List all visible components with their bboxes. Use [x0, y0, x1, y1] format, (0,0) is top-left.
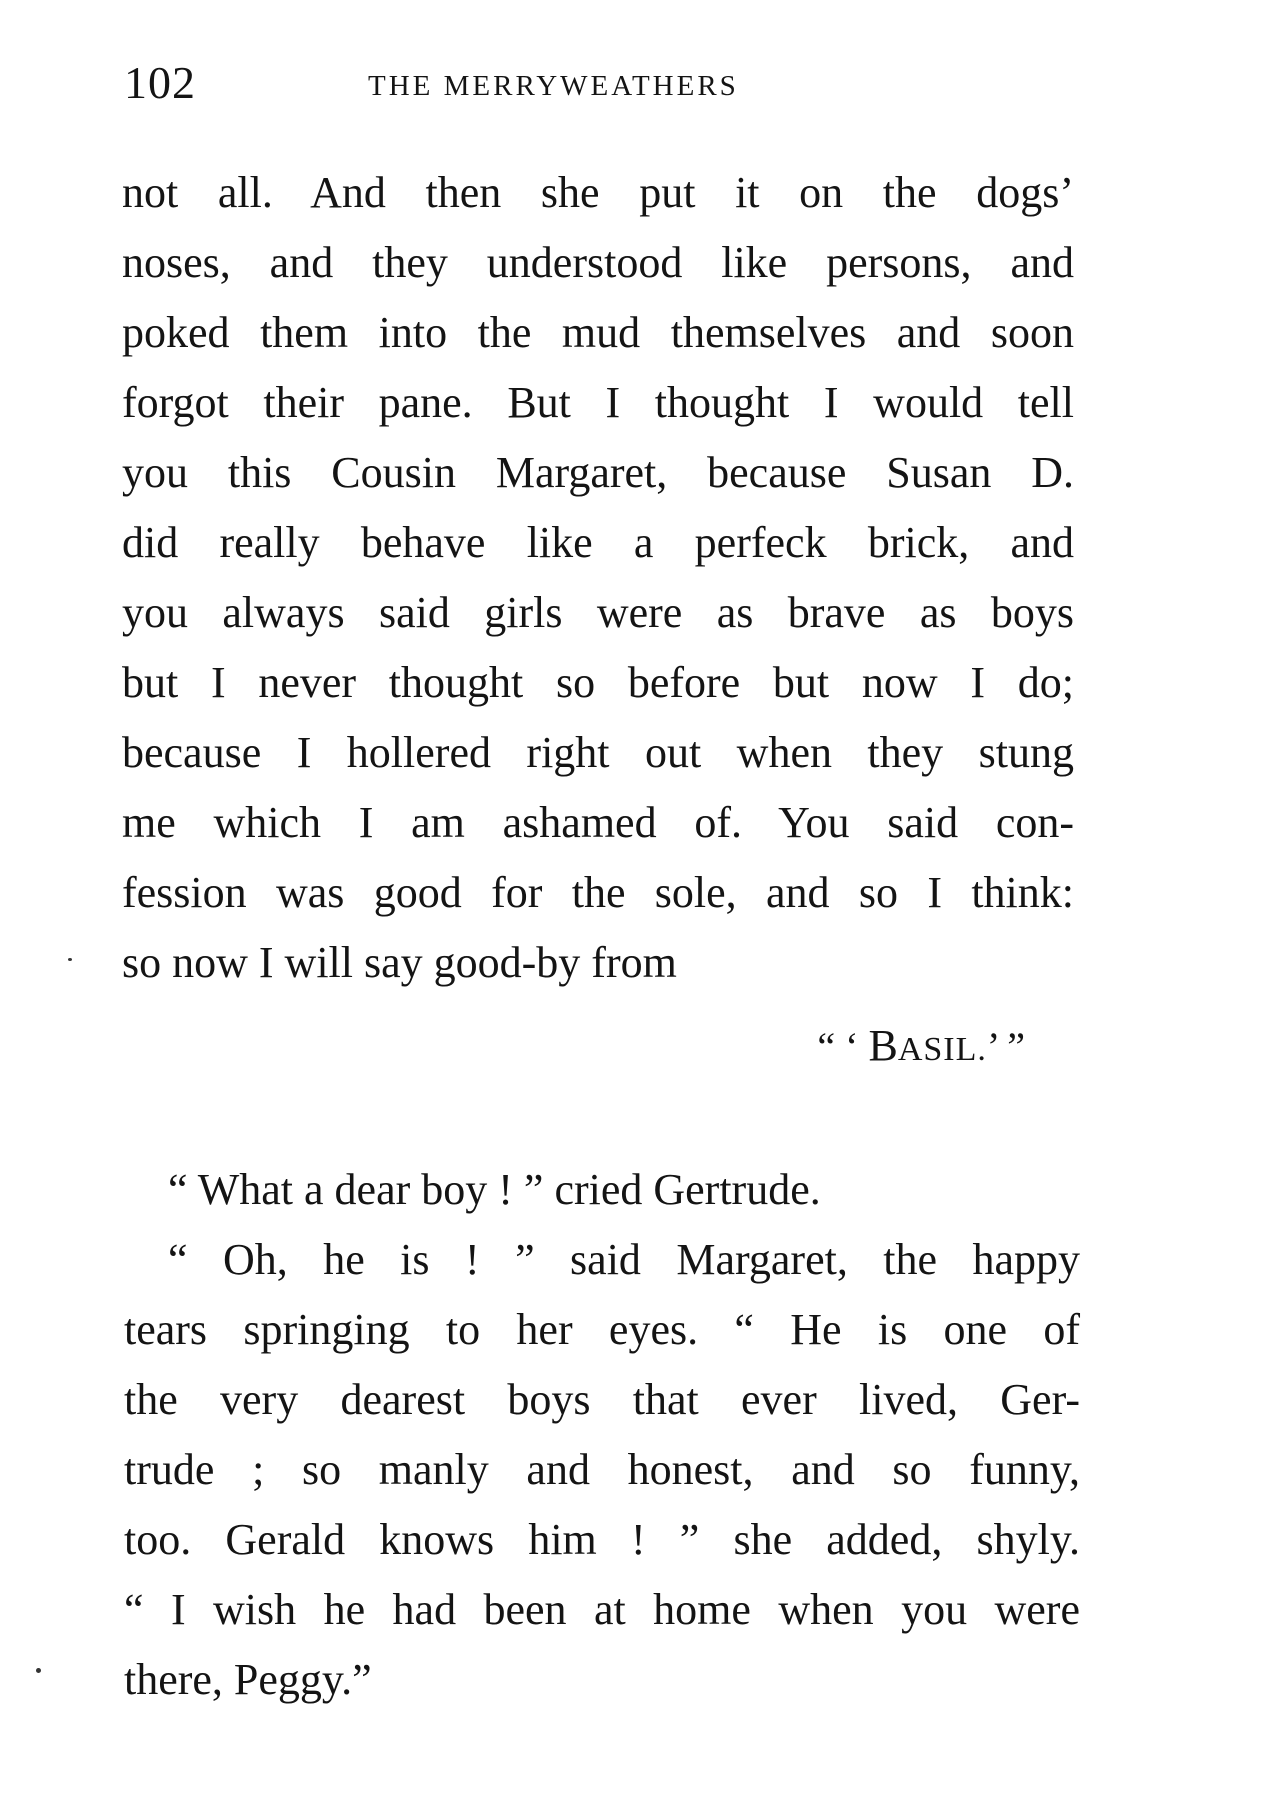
- text-line: not all. And then she put it on the dogs’: [122, 168, 1074, 217]
- text-line: you always said girls were as brave as boys: [122, 588, 1074, 637]
- signature-initial: B: [868, 1021, 898, 1070]
- text-line: fession was good for the sole, and so I think:: [122, 868, 1074, 917]
- text-line: poked them into the mud themselves and soon: [122, 308, 1074, 357]
- text-line: too. Gerald knows him ! ” she added, shyly.: [124, 1515, 1080, 1564]
- signature-open-quotes: “ ‘: [817, 1024, 869, 1069]
- text-line: but I never thought so before but now I do;: [122, 658, 1074, 707]
- text-line: did really behave like a perfeck brick, and: [122, 518, 1074, 567]
- print-speck: [68, 958, 72, 961]
- text-line: trude ; so manly and honest, and so funny,: [124, 1445, 1080, 1494]
- signature-close-quotes: ’ ”: [986, 1024, 1025, 1069]
- running-title: THE MERRYWEATHERS: [368, 70, 739, 102]
- text-line: me which I am ashamed of. You said con-: [122, 798, 1074, 847]
- signature-rest: ASIL.: [897, 1031, 987, 1068]
- text-line: forgot their pane. But I thought I would tell: [122, 378, 1074, 427]
- page-header: [124, 56, 1115, 116]
- text-line: noses, and they understood like persons, and: [122, 238, 1074, 287]
- text-line: because I hollered right out when they stung: [122, 728, 1074, 777]
- print-speck: [36, 1668, 41, 1673]
- text-line: so now I will say good-by from: [122, 938, 677, 987]
- page-number: 102: [124, 57, 196, 108]
- text-line: there, Peggy.”: [124, 1655, 372, 1704]
- text-line: “ Oh, he is ! ” said Margaret, the happy: [168, 1235, 1080, 1284]
- text-line: “ What a dear boy ! ” cried Gertrude.: [168, 1165, 821, 1214]
- text-line: “ I wish he had been at home when you were: [124, 1585, 1080, 1634]
- letter-signature: [817, 1020, 1025, 1071]
- text-line: the very dearest boys that ever lived, Ger-: [124, 1375, 1080, 1424]
- text-line: tears springing to her eyes. “ He is one of: [124, 1305, 1080, 1354]
- text-line: you this Cousin Margaret, because Susan D.: [122, 448, 1074, 497]
